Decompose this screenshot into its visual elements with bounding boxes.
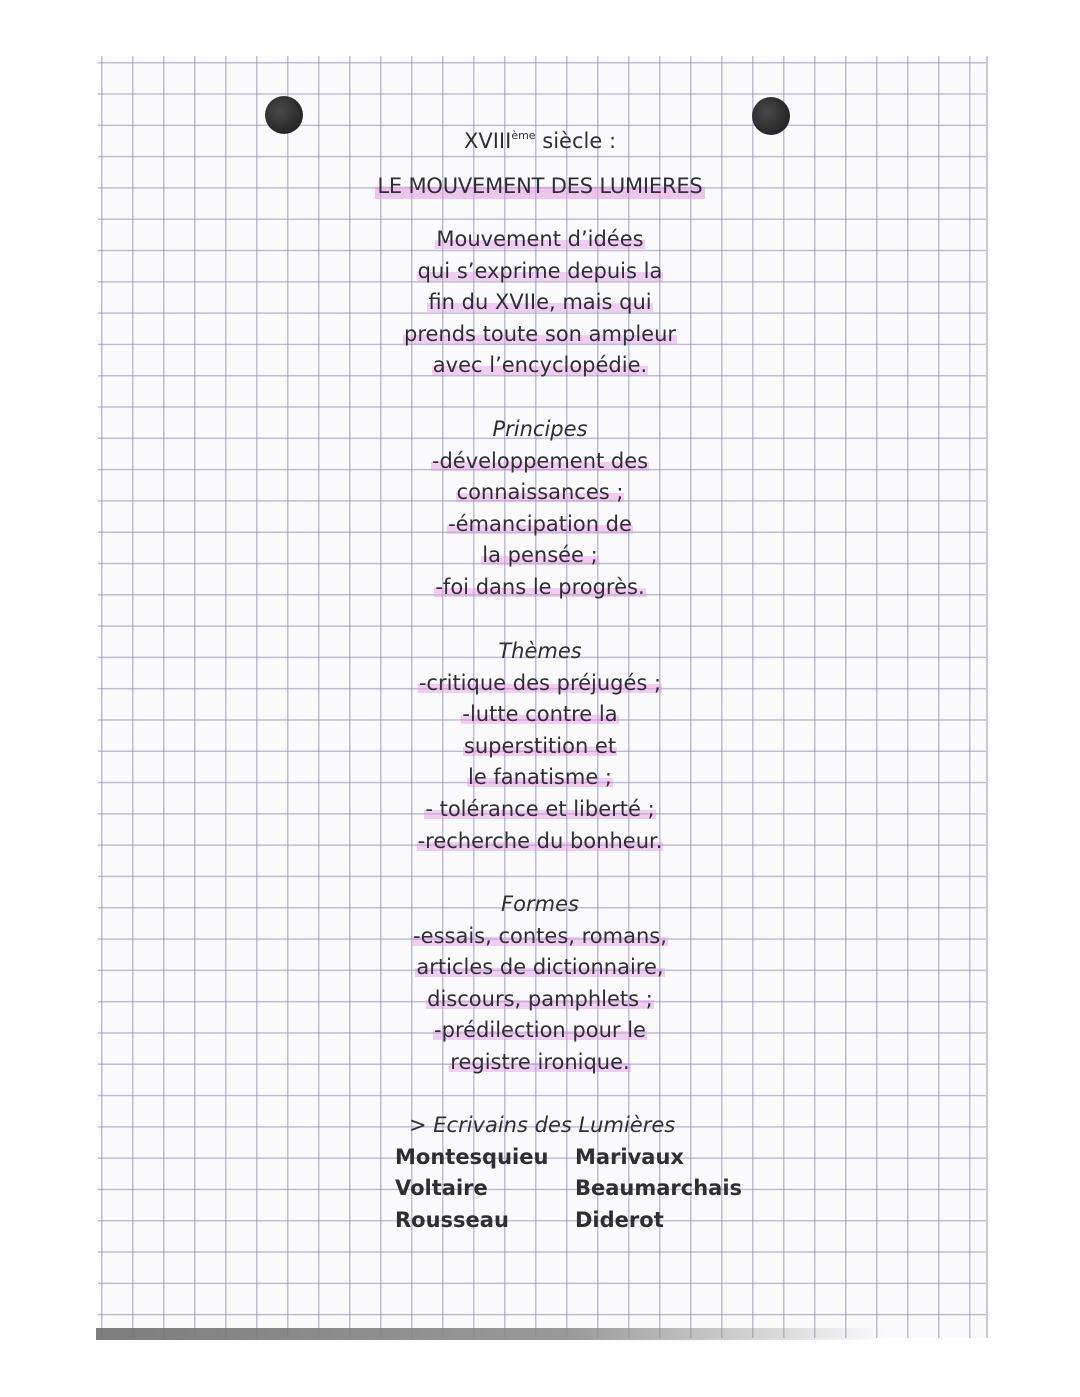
section-title: Formes bbox=[501, 892, 579, 916]
section-title: > Ecrivains des Lumières bbox=[409, 1113, 676, 1137]
section-title: Principes bbox=[492, 417, 588, 441]
writer-name: Diderot bbox=[575, 1207, 664, 1232]
list-item: connaissances ; bbox=[456, 480, 624, 505]
list-item: -lutte contre la bbox=[462, 702, 618, 727]
list-item: - tolérance et liberté ; bbox=[425, 796, 655, 821]
list-item: la pensée ; bbox=[482, 543, 598, 568]
list-item: superstition et bbox=[463, 733, 617, 758]
list-item: -émancipation de bbox=[448, 511, 632, 536]
page-title: LE MOUVEMENT DES LUMIERES bbox=[280, 170, 800, 202]
list-item: articles de dictionnaire, bbox=[416, 955, 664, 980]
writers-grid bbox=[395, 1142, 755, 1237]
list-item: -critique des préjugés ; bbox=[418, 670, 662, 695]
intro-line: avec l’encyclopédie. bbox=[432, 353, 648, 378]
list-item: -recherche du bonheur. bbox=[417, 828, 663, 853]
list-item: discours, pamphlets ; bbox=[427, 986, 653, 1011]
writer-name: Montesquieu bbox=[395, 1144, 549, 1169]
intro-line: prends toute son ampleur bbox=[403, 321, 677, 346]
writer-name: Beaumarchais bbox=[575, 1176, 743, 1201]
list-item: -foi dans le progrès. bbox=[435, 574, 645, 599]
intro-line: fin du XVIIe, mais qui bbox=[428, 290, 652, 315]
themes-section bbox=[280, 636, 800, 857]
list-item: -essais, contes, romans, bbox=[413, 923, 667, 948]
century-heading: XVIIIème siècle : bbox=[463, 129, 617, 153]
formes-section bbox=[280, 889, 800, 1079]
writer-name: Marivaux bbox=[575, 1144, 684, 1169]
section-title: Thèmes bbox=[498, 639, 582, 663]
sheet-shadow bbox=[96, 1328, 886, 1340]
list-item: registre ironique. bbox=[450, 1049, 630, 1074]
list-item: -prédilection pour le bbox=[434, 1018, 646, 1043]
list-item: -développement des bbox=[431, 448, 649, 473]
writer-name: Rousseau bbox=[395, 1207, 509, 1232]
list-item: le fanatisme ; bbox=[467, 765, 612, 790]
writers-section bbox=[395, 1110, 755, 1236]
writers-column-right bbox=[575, 1142, 755, 1237]
intro-paragraph bbox=[280, 224, 800, 382]
intro-line: qui s’exprime depuis la bbox=[417, 258, 663, 283]
writer-name: Voltaire bbox=[395, 1176, 488, 1201]
writers-column-left bbox=[395, 1142, 575, 1237]
intro-line: Mouvement d’idées bbox=[436, 227, 644, 251]
principes-section bbox=[280, 414, 800, 604]
